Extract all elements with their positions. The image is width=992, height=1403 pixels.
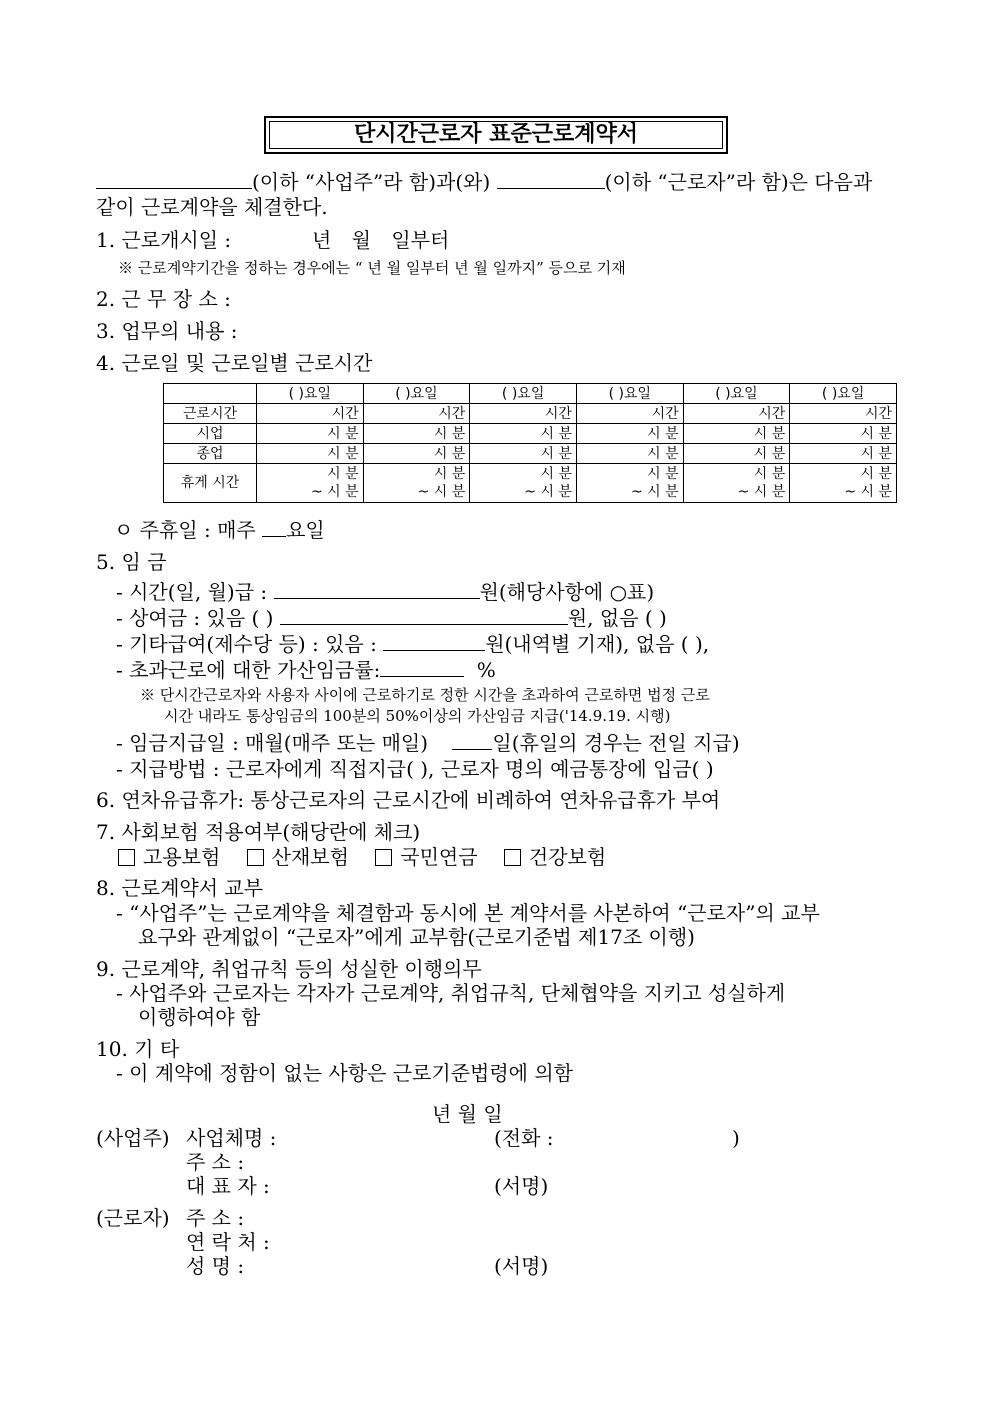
holiday-day-blank[interactable] xyxy=(262,518,286,537)
hourly-wage-line: - 시간(일, 월)급 : 원(해당사항에 ○표) xyxy=(116,580,655,604)
employer-signature[interactable]: (서명) xyxy=(494,1174,549,1198)
employee-name-blank[interactable] xyxy=(497,170,605,189)
section-9-line-2: 이행하여야 함 xyxy=(138,1005,261,1029)
section-8-line-2: 요구와 관계없이 “근로자”에게 교부함(근로기준법 제17조 이행) xyxy=(138,925,695,949)
start-time-cell[interactable]: 시 분 xyxy=(363,424,470,444)
employer-phone-open[interactable]: (전화 : xyxy=(494,1126,554,1150)
row-label: 시업 xyxy=(164,424,257,444)
title-box xyxy=(264,116,728,154)
employee-tag: (근로자) xyxy=(96,1206,170,1230)
section-1-note: ※ 근로계약기간을 정하는 경우에는 “ 년 월 일부터 년 월 일까지” 등으로 기재 xyxy=(118,259,626,277)
break-time-cell[interactable]: 시 분 ~ 시 분 xyxy=(363,464,470,503)
hours-cell[interactable]: 시간 xyxy=(683,404,790,424)
employer-representative[interactable]: 대 표 자 : xyxy=(186,1174,270,1198)
overtime-rate-blank[interactable] xyxy=(380,658,464,677)
table-row xyxy=(164,424,897,444)
insurance-industrial[interactable]: 산재보험 xyxy=(247,845,349,869)
section-7-label: 7. 사회보험 적용여부(해당란에 체크) xyxy=(96,820,421,844)
end-time-cell[interactable]: 시 분 xyxy=(683,444,790,464)
day-header[interactable]: ( )요일 xyxy=(470,384,577,404)
insurance-pension[interactable]: 국민연금 xyxy=(375,845,477,869)
break-time-cell[interactable]: 시 분 ~ 시 분 xyxy=(470,464,577,503)
row-label: 종업 xyxy=(164,444,257,464)
hours-cell[interactable]: 시간 xyxy=(790,404,897,424)
hourly-wage-blank[interactable] xyxy=(274,580,480,599)
section-10-label: 10. 기 타 xyxy=(96,1037,180,1061)
start-time-cell[interactable]: 시 분 xyxy=(790,424,897,444)
day-header[interactable]: ( )요일 xyxy=(683,384,790,404)
overtime-rate-line: - 초과근로에 대한 가산임금률: % xyxy=(116,658,496,682)
section-8-line-1: - “사업주”는 근로계약을 체결함과 동시에 본 계약서를 사본하여 “근로자”의 교부 xyxy=(116,901,820,925)
table-header-row xyxy=(164,384,897,404)
table-row xyxy=(164,444,897,464)
other-pay-blank[interactable] xyxy=(383,632,485,651)
start-time-cell[interactable]: 시 분 xyxy=(470,424,577,444)
end-time-cell[interactable]: 시 분 xyxy=(363,444,470,464)
overtime-note-2: 시간 내라도 통상임금의 100분의 50%이상의 가산임금 지급('14.9.19. 시행) xyxy=(164,707,671,725)
section-10-line-1: - 이 계약에 정함이 없는 사항은 근로기준법령에 의함 xyxy=(116,1061,573,1085)
insurance-employment[interactable]: 고용보험 xyxy=(118,845,220,869)
start-time-cell[interactable]: 시 분 xyxy=(683,424,790,444)
section-4-label: 4. 근로일 및 근로일별 근로시간 xyxy=(96,351,373,375)
section-1-label: 1. 근로개시일 : xyxy=(96,228,232,252)
section-2-label: 2. 근 무 장 소 : xyxy=(96,287,231,311)
intro-line-1: (이하 “사업주”라 함)과(와) (이하 “근로자”라 함)은 다음과 xyxy=(96,170,872,194)
payment-method-line: - 지급방법 : 근로자에게 직접지급( ), 근로자 명의 예금통장에 입금( ) xyxy=(116,757,714,781)
employee-contact[interactable]: 연 락 처 : xyxy=(186,1230,270,1254)
table-row xyxy=(164,464,897,503)
work-hours-table xyxy=(163,383,897,503)
employer-name-blank[interactable] xyxy=(96,170,252,189)
hours-cell[interactable]: 시간 xyxy=(470,404,577,424)
insurance-health[interactable]: 건강보험 xyxy=(504,845,606,869)
employer-business-name[interactable]: 사업체명 : xyxy=(186,1126,277,1150)
start-time-cell[interactable]: 시 분 xyxy=(257,424,364,444)
section-8-label: 8. 근로계약서 교부 xyxy=(96,876,264,900)
hours-cell[interactable]: 시간 xyxy=(576,404,683,424)
end-time-cell[interactable]: 시 분 xyxy=(257,444,364,464)
checkbox-employment[interactable] xyxy=(118,849,135,866)
hours-cell[interactable]: 시간 xyxy=(257,404,364,424)
checkbox-industrial[interactable] xyxy=(247,849,264,866)
employee-signature[interactable]: (서명) xyxy=(494,1254,549,1278)
row-label: 근로시간 xyxy=(164,404,257,424)
checkbox-pension[interactable] xyxy=(375,849,392,866)
employee-address[interactable]: 주 소 : xyxy=(186,1206,245,1230)
table-row xyxy=(164,404,897,424)
day-header[interactable]: ( )요일 xyxy=(790,384,897,404)
insurance-options xyxy=(118,845,606,869)
break-time-cell[interactable]: 시 분 ~ 시 분 xyxy=(790,464,897,503)
day-header[interactable]: ( )요일 xyxy=(257,384,364,404)
hours-cell[interactable]: 시간 xyxy=(363,404,470,424)
section-5-label: 5. 임 금 xyxy=(96,550,167,574)
break-time-cell[interactable]: 시 분 ~ 시 분 xyxy=(576,464,683,503)
end-time-cell[interactable]: 시 분 xyxy=(790,444,897,464)
start-time-cell[interactable]: 시 분 xyxy=(576,424,683,444)
overtime-note-1: ※ 단시간근로자와 사용자 사이에 근로하기로 정한 시간을 초과하여 근로하면 법정 근로 xyxy=(140,686,710,704)
section-9-line-1: - 사업주와 근로자는 각자가 근로계약, 취업규칙, 단체협약을 지키고 성실하게 xyxy=(116,981,786,1005)
document-title: 단시간근로자 표준근로계약서 xyxy=(269,121,723,149)
section-6-label: 6. 연차유급휴가: 통상근로자의 근로시간에 비례하여 연차유급휴가 부여 xyxy=(96,788,721,812)
end-time-cell[interactable]: 시 분 xyxy=(470,444,577,464)
bonus-line: - 상여금 : 있음 ( ) 원, 없음 ( ) xyxy=(116,606,667,630)
employer-address[interactable]: 주 소 : xyxy=(186,1150,245,1174)
weekly-holiday: ㅇ 주휴일 : 매주 요일 xyxy=(114,518,325,542)
employee-name[interactable]: 성 명 : xyxy=(186,1254,245,1278)
section-9-label: 9. 근로계약, 취업규칙 등의 성실한 이행의무 xyxy=(96,957,482,981)
break-time-cell[interactable]: 시 분 ~ 시 분 xyxy=(683,464,790,503)
payday-line: - 임금지급일 : 매월(매주 또는 매일) 일(휴일의 경우는 전일 지급) xyxy=(116,731,740,755)
bonus-amount-blank[interactable] xyxy=(280,606,568,625)
break-time-cell[interactable]: 시 분 ~ 시 분 xyxy=(257,464,364,503)
intro-line-2: 같이 근로계약을 체결한다. xyxy=(96,195,328,219)
day-header[interactable]: ( )요일 xyxy=(363,384,470,404)
checkbox-health[interactable] xyxy=(504,849,521,866)
payday-blank[interactable] xyxy=(452,731,492,750)
employer-phone-close: ) xyxy=(732,1126,740,1150)
start-date[interactable]: 년 월 일부터 xyxy=(312,228,450,252)
employer-tag: (사업주) xyxy=(96,1126,170,1150)
section-3-label: 3. 업무의 내용 : xyxy=(96,319,238,343)
row-label: 휴게 시간 xyxy=(164,464,257,503)
day-header[interactable]: ( )요일 xyxy=(576,384,683,404)
other-pay-line: - 기타급여(제수당 등) : 있음 : 원(내역별 기재), 없음 ( ), xyxy=(116,632,710,656)
signing-date[interactable]: 년 월 일 xyxy=(432,1102,503,1126)
end-time-cell[interactable]: 시 분 xyxy=(576,444,683,464)
